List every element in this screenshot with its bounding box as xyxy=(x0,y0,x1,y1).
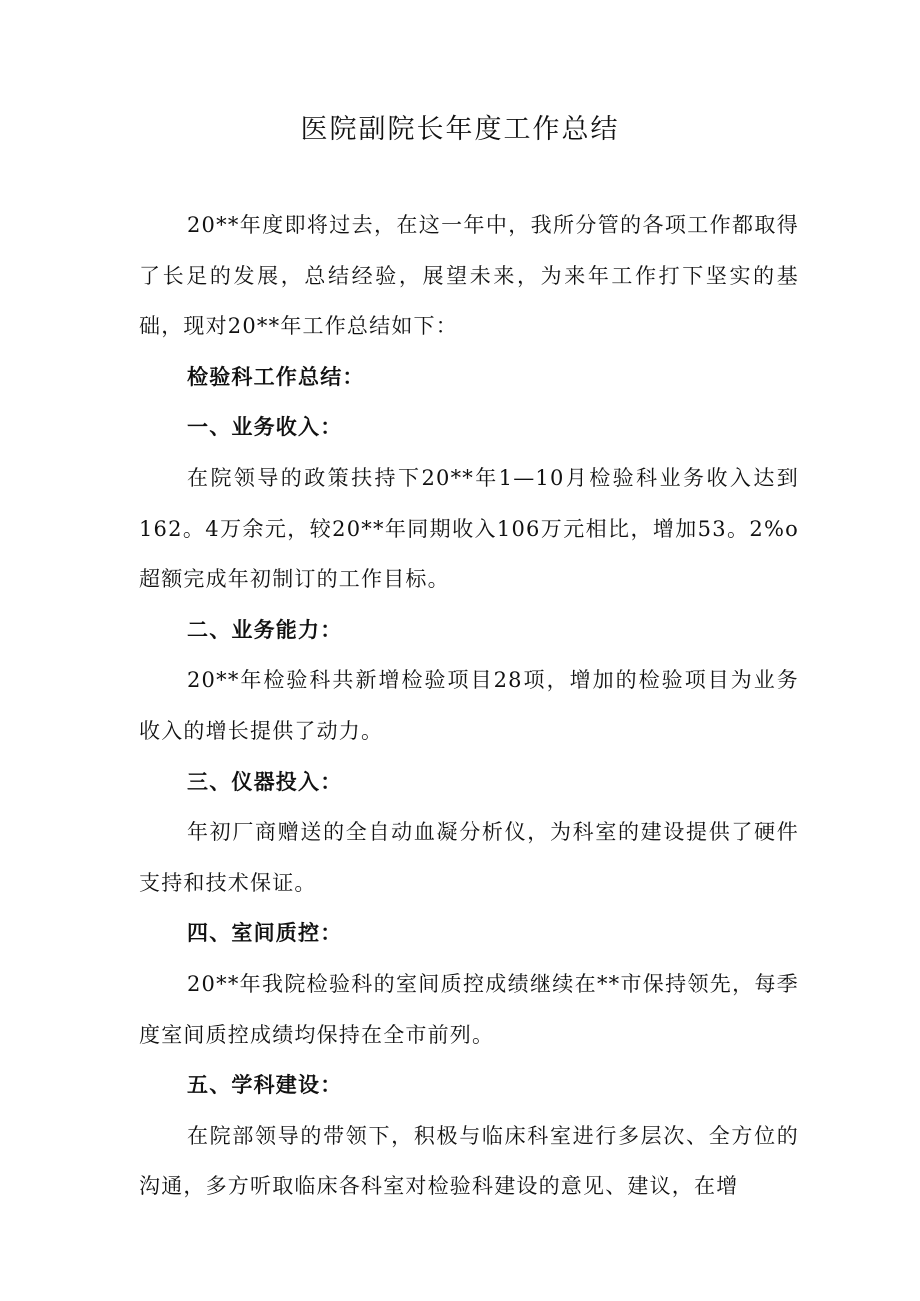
document-body xyxy=(139,200,799,1212)
item-body-business-income: 在院领导的政策扶持下20**年1—10月检验科业务收入达到162。4万余元，较20**年同期收入106万元相比，增加53。2%o超额完成年初制订的工作目标。 xyxy=(139,465,799,592)
item-body-business-capability: 20**年检验科共新增检验项目28项，增加的检验项目为业务收入的增长提供了动力。 xyxy=(139,668,799,743)
item-body-quality-control: 20**年我院检验科的室间质控成绩继续在**市保持领先，每季度室间质控成绩均保持在全市前列。 xyxy=(139,971,799,1047)
item-heading-equipment-investment: 三、仪器投入： xyxy=(187,768,343,794)
item-heading-business-capability: 二、业务能力： xyxy=(187,616,343,642)
section-heading: 检验科工作总结： xyxy=(187,363,365,389)
item-body-discipline-building: 在院部领导的带领下，积极与临床科室进行多层次、全方位的沟通，多方听取临床各科室对检验科建设的意见、建议，在增 xyxy=(139,1123,799,1199)
intro-paragraph: 20**年度即将过去，在这一年中，我所分管的各项工作都取得了长足的发展，总结经验，展望未来，为来年工作打下坚实的基础，现对20**年工作总结如下： xyxy=(139,213,799,339)
item-heading-discipline-building: 五、学科建设： xyxy=(187,1072,343,1098)
item-heading-quality-control: 四、室间质控： xyxy=(187,920,343,946)
item-body-equipment-investment: 年初厂商赠送的全自动血凝分析仪，为科室的建设提供了硬件支持和技术保证。 xyxy=(139,820,799,895)
item-heading-business-income: 一、业务收入： xyxy=(187,414,343,440)
document-title: 医院副院长年度工作总结 xyxy=(300,114,620,145)
